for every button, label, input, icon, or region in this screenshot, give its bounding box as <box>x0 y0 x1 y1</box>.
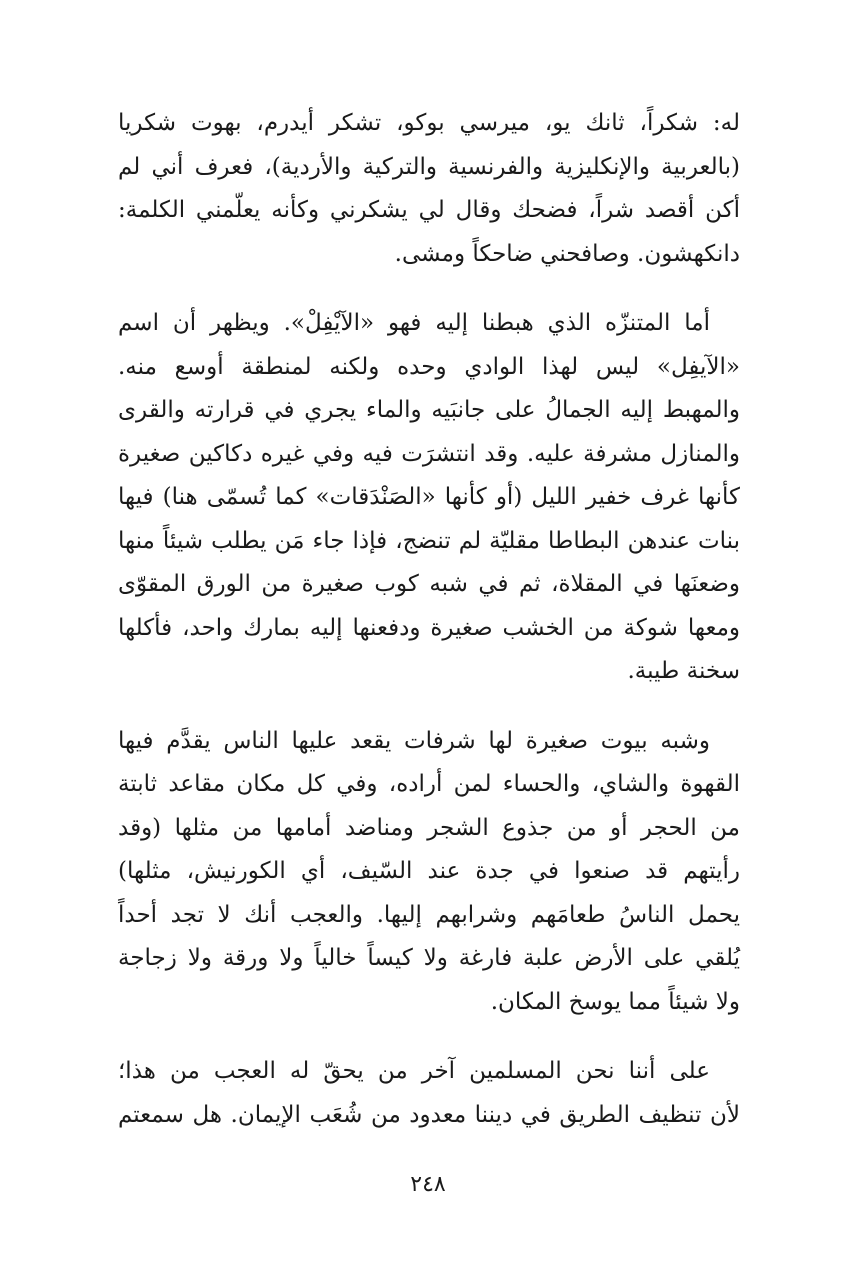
page-number: ٢٤٨ <box>410 1172 446 1197</box>
text-line: سخنة طيبة. <box>627 658 740 684</box>
text-line: رأيتهم قد صنعوا في جدة عند السّيف، أي الكورنيش، مثلها) <box>118 858 740 884</box>
text-line: يُلقي على الأرض علبة فارغة ولا كيساً خالياً ولا ورقة ولا زجاجة <box>118 945 740 971</box>
text-line: ولا شيئاً مما يوسخ المكان. <box>490 988 740 1015</box>
text-line: من الحجر أو من جذوع الشجر ومناضد أمامها من مثلها (وقد <box>118 814 740 841</box>
text-line: والمهبط إليه الجمالُ على جانبَيه والماء يجري في قرارته والقرى <box>118 397 740 423</box>
paragraph-3 <box>118 720 740 1025</box>
text-line: «الآيفِل» ليس لهذا الوادي وحده ولكنه لمنطقة أوسع منه. <box>118 353 740 380</box>
text-line: القهوة والشاي، والحساء لمن أراده، وفي كل مكان مقاعد ثابتة <box>118 771 740 797</box>
text-line: يحمل الناسُ طعامَهم وشرابهم إليها. والعجب أنك لا تجد أحداً <box>118 901 740 928</box>
paragraph-1 <box>118 102 740 276</box>
paragraph-4 <box>118 1050 740 1137</box>
text-line: دانكهشون. وصافحني ضاحكاً ومشى. <box>394 240 740 267</box>
text-line: (بالعربية والإنكليزية والفرنسية والتركية والأردية)، فعرف أني لم <box>118 153 740 180</box>
text-line: أما المتنزّه الذي هبطنا إليه فهو «الآيْفِلْ». ويظهر أن اسم <box>118 310 710 336</box>
text-line: وضعنَها في المقلاة، ثم في شبه كوب صغيرة من الورق المقوّى <box>118 571 740 597</box>
text-line: ومعها شوكة من الخشب صغيرة ودفعنها إليه بمارك واحد، فأكلها <box>118 614 740 641</box>
paragraph-2 <box>118 302 740 694</box>
text-line: لأن تنظيف الطريق في ديننا معدود من شُعَب الإيمان. هل سمعتم <box>118 1101 740 1128</box>
text-line: وشبه بيوت صغيرة لها شرفات يقعد عليها الناس يقدَّم فيها <box>118 727 710 754</box>
text-line: بنات عندهن البطاطا مقليّة لم تنضج، فإذا جاء مَن يطلب شيئاً منها <box>118 527 740 554</box>
text-line: على أننا نحن المسلمين آخر من يحقّ له العجب من هذا؛ <box>118 1058 710 1084</box>
page-body <box>118 102 740 1163</box>
text-line: له: شكراً، ثانك يو، ميرسي بوكو، تشكر أيدرم، بهوت شكريا <box>118 110 740 136</box>
text-line: كأنها غرف خفير الليل (أو كأنها «الصَنْدَقات» كما تُسمّى هنا) فيها <box>118 484 740 510</box>
text-line: والمنازل مشرفة عليه. وقد انتشرَت فيه وفي غيره دكاكين صغيرة <box>118 440 740 467</box>
text-line: أكن أقصد شراً، فضحك وقال لي يشكرني وكأنه يعلّمني الكلمة: <box>118 197 740 223</box>
